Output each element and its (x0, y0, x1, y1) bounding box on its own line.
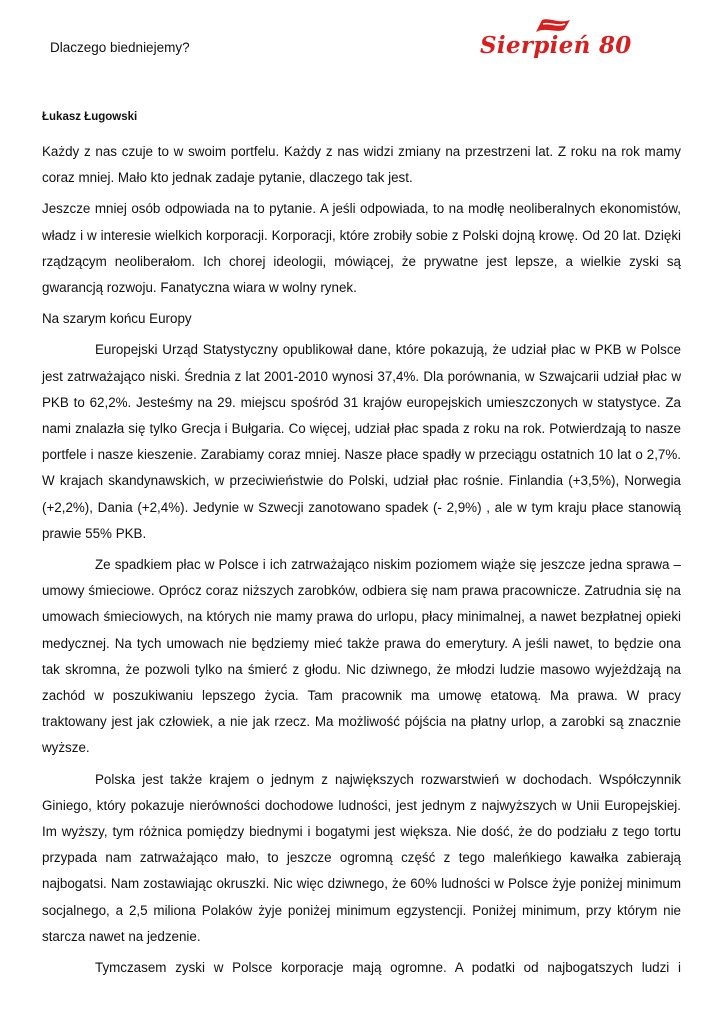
paragraph-junk-contracts: Ze spadkiem płac w Polsce i ich zatrważająco niskim poziomem wiąże się jeszcze jedna sprawa – umowy śmieciowe. Oprócz coraz niższych zarobków, odbiera się nam prawa pracownicze. Zatrudnia się na umowach śmieciowych, na których nie mamy prawa do urlopu, płacy minimalnej, a nawet bezpłatnej opieki medycznej. Na tych umowach nie będziemy mieć także prawa do emerytury. A jeśli nawet, to będzie ona tak skromna, że pozwoli tylko na śmierć z głodu. Nic dziwnego, że młodzi ludzie masowo wyjeżdżają na zachód w poszukiwaniu lepszego życia. Tam pracownik ma umowę etatową. Ma prawa. W pracy traktowany jest jak człowiek, a nie jak rzecz. Ma możliwość pójścia na płatny urlop, a zarobki są znacznie wyższe. (42, 557, 681, 756)
paragraph-neoliberal: Jeszcze mniej osób odpowiada na to pytanie. A jeśli odpowiada, to na modłę neoliberalnych ekonomistów, władz i w interesie wielkich korporacji. Korporacji, które zrobiły sobie z Polski dojną krowę. Od 20 lat. Dzięki rządzącym neoliberałom. Ich chorej ideologii, mówiącej, że prywatne jest lepsze, a wielkie zyski są gwarancją rozwoju. Fanatyczna wiara w wolny rynek. (42, 201, 681, 296)
paragraph-intro: Każdy z nas czuje to w swoim portfelu. Każdy z nas widzi zmiany na przestrzeni lat. Z roku na rok mamy coraz mniej. Mało kto jednak zadaje pytanie, dlaczego tak jest. (42, 144, 681, 186)
section-heading: Na szarym końcu Europy (42, 311, 192, 327)
paragraph-corporate-profits: Tymczasem zyski w Polsce korporacje mają ogromne. A podatki od najbogatszych ludzi i (95, 960, 681, 976)
author-name: Łukasz Ługowski (42, 111, 138, 123)
sierpien-80-logo (476, 18, 632, 68)
document-title: Dlaczego biedniejemy? (50, 40, 190, 55)
logo-text: Sierpień 80 (480, 32, 632, 59)
paragraph-inequality: Polska jest także krajem o jednym z największych rozwarstwień w dochodach. Współczynnik Giniego, który pokazuje nierówności dochodowe ludności, jest jednym z najwyższych w Unii Europejskiej. Im wyższy, tym różnica pomiędzy biednymi i bogatymi jest większa. Nie dość, że do podziału z tego tortu przypada nam zatrważająco mało, to jeszcze ogromną część z tego maleńkiego kawałka zabierają najbogatsi. Nam zostawiając okruszki. Nic więc dziwnego, że 60% ludności w Polsce żyje poniżej minimum socjalnego, a 2,5 miliona Polaków żyje poniżej minimum egzystencji. Poniżej minimum, przy którym nie starcza nawet na jedzenie. (42, 771, 681, 944)
paragraph-eurostat: Europejski Urząd Statystyczny opublikował dane, które pokazują, że udział płac w PKB w Polsce jest zatrważająco niski. Średnia z lat 2001-2010 wynosi 37,4%. Dla porównania, w Szwajcarii udział płac w PKB to 62,2%. Jesteśmy na 29. miejscu spośród 31 krajów europejskich umieszczonych w statystyce. Za nami znalazła się tylko Grecja i Bułgaria. Co więcej, udział płac spada z roku na rok. Potwierdzają to nasze portfele i nasze kieszenie. Zarabiamy coraz mniej. Nasze płace spadły w przeciągu ostatnich 10 lat o 2,7%. W krajach skandynawskich, w przeciwieństwie do Polski, udział płac rośnie. Finlandia (+3,5%), Norwegia (+2,2%), Dania (+2,4%). Jedynie w Szwecji zanotowano spadek (- 2,9%) , ale w tym kraju płace stanowią prawie 55% PKB. (42, 342, 681, 541)
article-body (42, 110, 681, 986)
